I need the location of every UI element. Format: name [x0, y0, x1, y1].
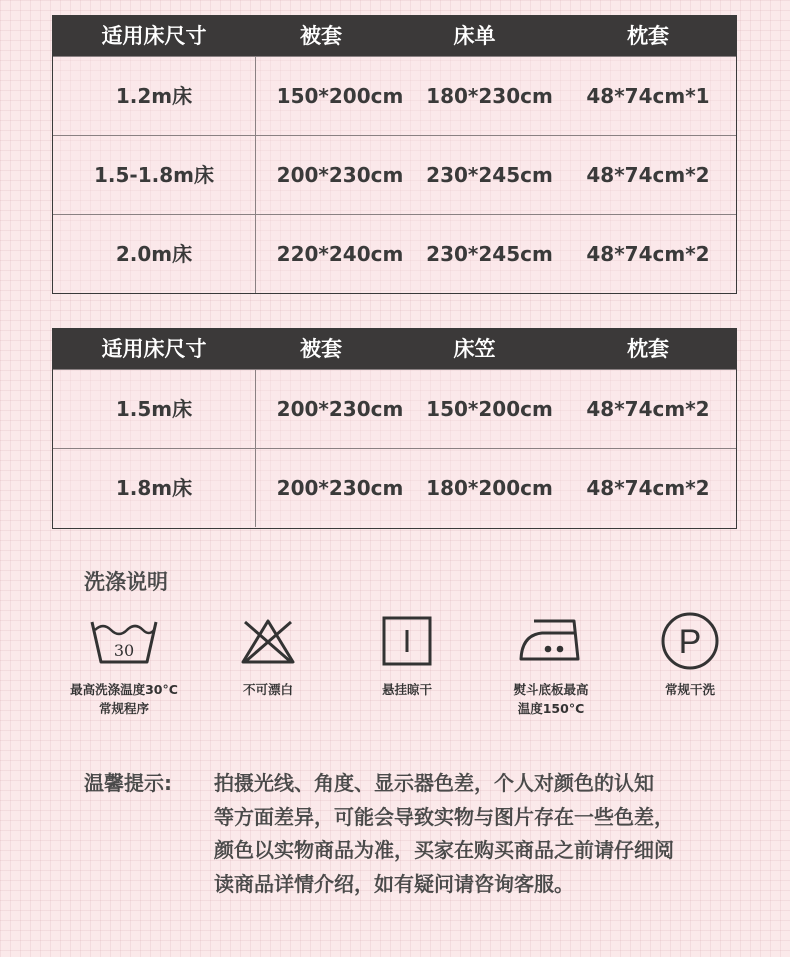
- wash-item-iron: [476, 610, 626, 718]
- cell-bed-sheet: 230*245cm: [426, 163, 553, 187]
- dry-clean-letter: P: [678, 623, 702, 661]
- wash-label-line: 常规程序: [98, 701, 149, 716]
- wash-item-no-bleach: [193, 610, 343, 699]
- cell-bed-size: 1.8m床: [115, 476, 193, 500]
- cell-pillowcase: 48*74cm*1: [586, 84, 710, 108]
- cell-duvet-cover: 220*240cm: [276, 242, 404, 266]
- bed-size-table-fitted: [52, 328, 737, 529]
- tips-line: 等方面差异，可能会导致实物与图片存在一些色差，: [214, 804, 674, 829]
- cell-bed-size: 1.5-1.8m床: [94, 163, 214, 187]
- cell-bed-sheet: 180*230cm: [426, 84, 553, 108]
- cell-duvet-cover: 200*230cm: [276, 476, 404, 500]
- no-bleach-icon: [193, 610, 343, 672]
- cell-bed-sheet: 230*245cm: [426, 242, 553, 266]
- wash-label-line: 不可漂白: [242, 682, 293, 697]
- header-duvet-cover: 被套: [300, 337, 342, 361]
- table-row: [53, 56, 736, 135]
- wash-temp-number: 30: [113, 641, 135, 660]
- cell-pillowcase: 48*74cm*2: [586, 397, 710, 421]
- wash-label-line: 悬挂晾干: [381, 682, 432, 697]
- table-row: [53, 135, 736, 214]
- wash-label-line: 熨斗底板最高: [513, 682, 589, 697]
- header-bed-sheet: 床单: [453, 24, 496, 48]
- table-row: [53, 214, 736, 293]
- table-header: [53, 329, 736, 369]
- wash-label-line: 常规干洗: [664, 682, 715, 697]
- tips-line: 读商品详情介绍，如有疑问请咨询客服。: [214, 871, 574, 896]
- cell-bed-size: 1.5m床: [115, 397, 193, 421]
- header-fitted-sheet: 床笠: [453, 337, 496, 361]
- table-row: [53, 369, 736, 448]
- table-header: [53, 16, 736, 56]
- cell-duvet-cover: 200*230cm: [276, 397, 404, 421]
- wash-label-line: 最高洗涤温度30°C: [70, 682, 178, 697]
- wash-30-icon: [49, 610, 199, 672]
- header-bed-size: 适用床尺寸: [101, 337, 207, 361]
- cell-pillowcase: 48*74cm*2: [586, 242, 710, 266]
- dry-clean-p-icon: [615, 610, 765, 672]
- cell-duvet-cover: 150*200cm: [276, 84, 404, 108]
- cell-bed-size: 2.0m床: [115, 242, 193, 266]
- cell-pillowcase: 48*74cm*2: [586, 163, 710, 187]
- cell-fitted-sheet: 150*200cm: [426, 397, 553, 421]
- tips-title: 温馨提示:: [84, 771, 172, 795]
- wash-item-dry-clean: [615, 610, 765, 699]
- table-row: [53, 448, 736, 527]
- tips-line: 颜色以实物商品为准，买家在购买商品之前请仔细阅: [214, 838, 674, 862]
- cell-pillowcase: 48*74cm*2: [586, 476, 710, 500]
- wash-label-line: 温度150°C: [517, 701, 585, 716]
- hang-dry-icon: [332, 610, 482, 672]
- wash-item-hang-dry: [332, 610, 482, 699]
- header-pillowcase: 枕套: [627, 24, 669, 48]
- tips-line: 拍摄光线、角度、显示器色差，个人对颜色的认知: [214, 771, 654, 795]
- header-bed-size: 适用床尺寸: [101, 24, 207, 48]
- wash-section-title: 洗涤说明: [84, 570, 168, 594]
- header-pillowcase: 枕套: [627, 337, 669, 361]
- wash-item-machine-wash: [49, 610, 199, 718]
- tips-text: [214, 767, 674, 901]
- header-duvet-cover: 被套: [300, 24, 342, 48]
- cell-bed-size: 1.2m床: [115, 84, 193, 108]
- cell-fitted-sheet: 180*200cm: [426, 476, 553, 500]
- cell-duvet-cover: 200*230cm: [276, 163, 404, 187]
- bed-size-table-sheet: [52, 15, 737, 294]
- iron-medium-icon: [476, 610, 626, 672]
